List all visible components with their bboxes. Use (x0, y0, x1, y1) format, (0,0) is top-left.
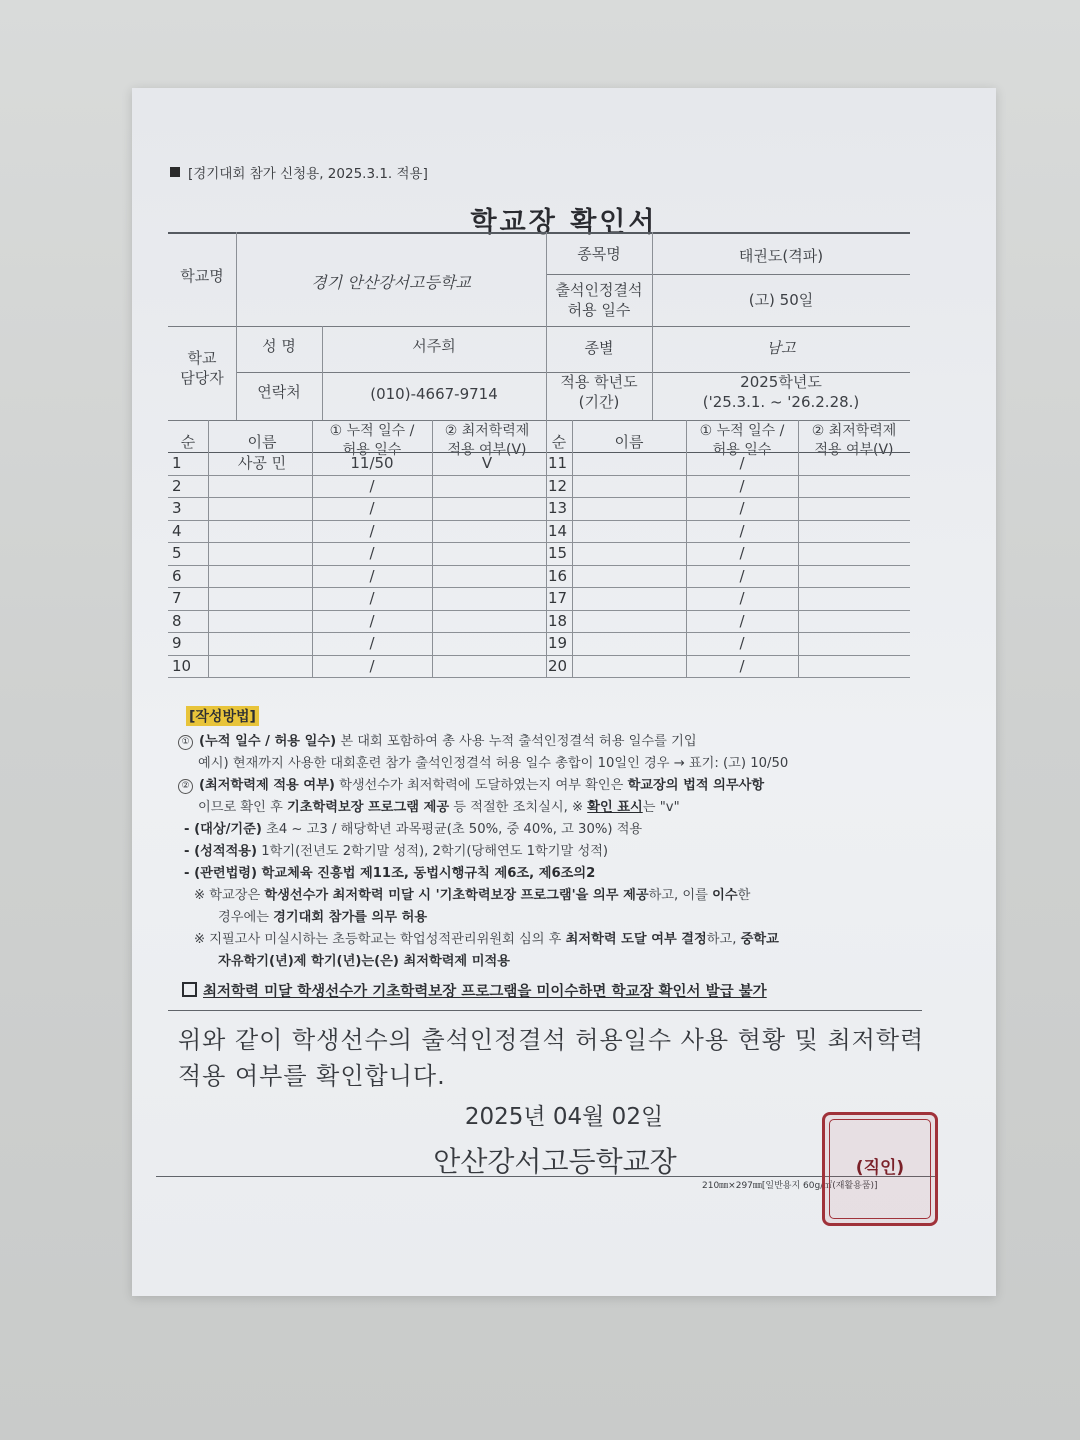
th-no-left: 순 (180, 433, 196, 451)
year-label-1: 적용 학년도 (560, 373, 638, 391)
teacher-label-1: 학교 (187, 349, 217, 367)
b: - (대상/기준) (184, 822, 262, 837)
rule (168, 677, 910, 678)
rule (798, 420, 799, 677)
method-item-2-cont (198, 796, 680, 815)
confirmation-line-1: 위와 같이 학생선수의 출석인정결석 허용일수 사용 현황 및 최저학력 (178, 1026, 925, 1054)
row-number: 12 (548, 476, 568, 495)
rule (168, 587, 910, 588)
b: 최저학력 도달 여부 결정 (565, 932, 707, 947)
b: - (성적적용) (184, 844, 258, 859)
row-name: 사공 민 (237, 454, 287, 472)
row-number: 19 (548, 634, 568, 652)
th-days-1: ① 누적 일수 / (699, 423, 785, 439)
t: 경우에는 (218, 910, 274, 925)
contact-label: 연락처 (257, 383, 301, 401)
row-days: / (739, 499, 745, 517)
row-number: 1 (172, 454, 182, 472)
allowed-days-value: (고) 50일 (748, 291, 814, 309)
t: ※ 지필고사 미실시하는 초등학교는 학업성적관리위원회 심의 후 (194, 932, 566, 947)
name-label: 성 명 (262, 337, 296, 355)
method-item-2-bold2: 학교장의 법적 의무사항 (627, 778, 765, 793)
method-item-6 (194, 884, 750, 903)
method-item-4 (184, 840, 608, 859)
year-value (652, 372, 910, 413)
school-value: 경기 안산강서고등학교 (311, 273, 471, 292)
b: - (관련법령) 학교체육 진흥법 제11조, 동법시행규칙 제6조, 제6조의2 (184, 866, 596, 881)
event-label: 종목명 (577, 245, 621, 263)
circle-number: ② (178, 779, 193, 794)
method-item-2 (178, 774, 764, 794)
b: 학생선수가 최저학력 미달 시 '기초학력보장 프로그램'을 의무 제공 (264, 888, 649, 903)
method-item-2-text: 학생선수가 최저학력에 도달하였는지 여부 확인은 (334, 778, 628, 793)
document-page (132, 88, 996, 1296)
circle-number: ① (178, 735, 193, 750)
header-note-text: [경기대회 참가 신청용, 2025.3.1. 적용] (188, 166, 428, 182)
rule (168, 1010, 922, 1011)
method-item-7 (194, 928, 779, 947)
method-item-3 (184, 818, 642, 837)
th-days-1: ① 누적 일수 / (329, 423, 415, 439)
teacher-label (168, 348, 236, 389)
method-item-1-example: 예시) 현재까지 사용한 대회훈련 참가 출석인정결석 허용 일수 총합이 10일인 경우 → 표기: (고) 10/50 (198, 756, 789, 771)
method-item-1-bold: (누적 일수 / 허용 일수) (199, 734, 337, 749)
row-number: 3 (172, 499, 182, 517)
row-days: / (369, 499, 375, 517)
row-number: 8 (172, 611, 182, 630)
row-days: / (739, 454, 745, 472)
t: ※ 학교장은 (194, 888, 265, 903)
th-min-1: ② 최저학력제 (444, 423, 530, 439)
row-days: / (739, 589, 745, 607)
th-days-2: 허용 일수 (342, 441, 402, 458)
rule (168, 655, 910, 656)
gender-value: 남고 (766, 339, 796, 357)
method-item-7-cont (218, 950, 510, 969)
allowed-days-label-2: 허용 일수 (567, 301, 631, 320)
checkbox-icon (182, 982, 197, 997)
teacher-label-2: 담당자 (180, 369, 224, 388)
rule (156, 1176, 936, 1177)
t: 초4 ~ 고3 / 해당학년 과목평균(초 50%, 중 40%, 고 30%) 적용 (261, 822, 643, 837)
year-label (546, 372, 652, 413)
rule (546, 274, 910, 275)
th-name-right: 이름 (614, 433, 644, 451)
document-title: 학교장 확인서 (470, 207, 658, 238)
row-days: / (369, 656, 375, 675)
method-item-6-cont (218, 906, 427, 925)
name-value: 서주희 (412, 337, 456, 355)
t: 는 "v" (642, 800, 680, 815)
row-number: 10 (172, 656, 192, 675)
notice-text: 최저학력 미달 학생선수가 기초학력보장 프로그램을 미이수하면 학교장 확인서 발급 불가 (203, 984, 767, 1000)
b: 자유학기(년)제 학기(년)는(은) 최저학력제 미적용 (218, 954, 510, 969)
method-item-5 (184, 862, 595, 881)
row-days: / (369, 634, 375, 652)
rule (168, 475, 910, 476)
row-days: / (369, 589, 375, 607)
row-number: 18 (548, 611, 568, 630)
allowed-days-label-1: 출석인정결석 (555, 281, 643, 299)
row-number: 6 (172, 566, 182, 585)
row-number: 13 (548, 499, 568, 517)
th-min-1: ② 최저학력제 (811, 423, 897, 439)
rule (168, 632, 910, 633)
rule (168, 232, 910, 234)
row-days: / (369, 476, 375, 495)
row-days: / (739, 476, 745, 495)
row-days: / (369, 566, 375, 585)
row-days: / (369, 611, 375, 630)
row-number: 16 (548, 566, 568, 585)
header-note (170, 162, 428, 182)
rule (168, 326, 910, 327)
row-number: 2 (172, 476, 182, 495)
th-min-2: 적용 여부(V) (447, 441, 527, 458)
t: 하고, 이를 (648, 888, 713, 903)
t: 한 (737, 888, 751, 903)
th-name-left: 이름 (247, 433, 277, 451)
rule (168, 542, 910, 543)
row-number: 20 (548, 656, 568, 675)
confirmation-line-2: 적용 여부를 확인합니다. (178, 1062, 446, 1090)
th-days-2: 허용 일수 (712, 441, 772, 458)
row-number: 11 (548, 454, 568, 472)
row-days: / (739, 521, 745, 540)
gender-label: 종별 (584, 339, 614, 357)
method-item-1 (178, 730, 697, 750)
row-days: / (739, 544, 745, 562)
notice (182, 980, 767, 1001)
b: 이수 (712, 888, 738, 903)
t: 1학기(전년도 2학기말 성적), 2학기(당해연도 1학기말 성적) (257, 844, 609, 859)
row-days: / (369, 521, 375, 540)
t: 이므로 확인 후 (198, 800, 288, 815)
issue-date: 2025년 04월 02일 (464, 1104, 664, 1130)
row-days: / (739, 634, 745, 652)
seal-label: (직인) (855, 1158, 905, 1178)
row-number: 17 (548, 589, 568, 607)
paper-size-note: 210㎜×297㎜[일반용지 60g/㎡(재활용품)] (702, 1181, 878, 1191)
row-days: / (739, 656, 745, 675)
row-days: / (739, 566, 745, 585)
year-label-2: (기간) (578, 393, 620, 412)
allowed-days-label (546, 280, 652, 321)
th-min-right (798, 422, 910, 460)
b: 경기대회 참가를 의무 허용 (273, 910, 428, 925)
t: 하고, (706, 932, 741, 947)
rule (168, 520, 910, 521)
row-days: / (369, 544, 375, 562)
contact-value: (010)-4667-9714 (370, 385, 498, 403)
rule (546, 420, 547, 677)
row-number: 14 (548, 521, 568, 540)
rule (168, 565, 910, 566)
rule (168, 497, 910, 498)
principal-signature: 안산강서고등학교장 (433, 1145, 677, 1178)
method-title: [작성방법] (186, 706, 259, 726)
row-number: 9 (172, 634, 182, 652)
square-bullet-icon (170, 167, 180, 177)
method-item-1-text: 본 대회 포함하여 총 사용 누적 출석인정결석 허용 일수를 기입 (336, 734, 697, 749)
row-days: / (739, 611, 745, 630)
row-number: 15 (548, 544, 568, 562)
b: 기초학력보장 프로그램 제공 (287, 800, 450, 815)
row-number: 5 (172, 544, 182, 562)
row-min-check: V (481, 454, 493, 472)
method-item-2-bold: (최저학력제 적용 여부) (199, 778, 335, 793)
t: 등 적절한 조치실시, ※ (449, 800, 588, 815)
event-value: 태권도(격파) (738, 247, 824, 265)
b: 중학교 (740, 932, 779, 947)
year-value-2: ('25.3.1. ~ '26.2.28.) (702, 393, 860, 412)
b: 확인 표시 (587, 800, 643, 815)
rule (168, 610, 910, 611)
row-days: 11/50 (350, 454, 394, 472)
school-label: 학교명 (180, 267, 224, 285)
row-number: 4 (172, 521, 182, 540)
row-number: 7 (172, 589, 182, 607)
th-no-right: 순 (551, 433, 567, 451)
rule (208, 420, 209, 677)
th-min-2: 적용 여부(V) (814, 441, 894, 458)
year-value-1: 2025학년도 (740, 373, 822, 391)
official-seal (822, 1112, 938, 1226)
rule (572, 420, 573, 677)
